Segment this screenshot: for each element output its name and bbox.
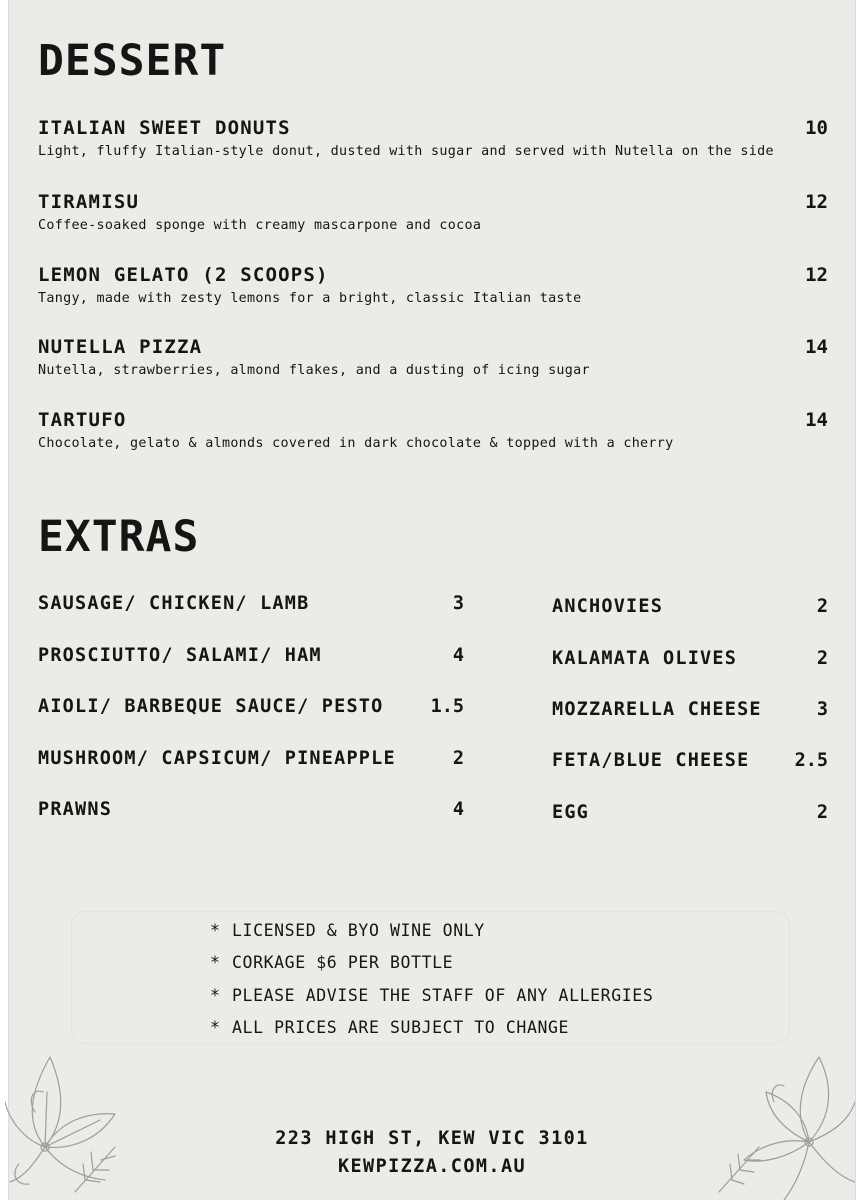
extras-item-price: 4 [452,799,464,820]
extras-item [552,748,828,774]
note-item [210,980,653,1012]
extras-item-price: 2.5 [794,750,828,771]
extras-item-name: MUSHROOM/ CAPSICUM/ PINEAPPLE [38,748,396,769]
dessert-item-name: TIRAMISU [38,191,140,213]
dessert-item-price: 10 [805,117,828,139]
extras-item-name: PRAWNS [38,799,113,820]
dessert-item-description: Nutella, strawberries, almond flakes, and a dusting of icing sugar [38,363,590,378]
extras-item-name: AIOLI/ BARBEQUE SAUCE/ PESTO [38,696,384,717]
extras-item [38,746,464,772]
dessert-heading: DESSERT [38,36,227,86]
dessert-item-price: 14 [805,409,828,431]
extras-item [552,697,828,723]
note-item [210,947,653,979]
dessert-item-description: Light, fluffy Italian-style donut, dusted with sugar and served with Nutella on the side [38,144,774,159]
dessert-item [38,408,828,453]
note-text: CORKAGE $6 PER BOTTLE [232,953,454,973]
extras-item-price: 2 [816,648,828,669]
asterisk-bullet: * [210,953,221,973]
footer-address: 223 HIGH ST, KEW VIC 3101 [275,1128,589,1149]
extras-item-price: 3 [816,699,828,720]
extras-heading: EXTRAS [38,512,200,562]
dessert-item-price: 12 [805,191,828,213]
note-text: LICENSED & BYO WINE ONLY [232,921,485,940]
extras-item [552,646,828,672]
footer-website[interactable]: KEWPIZZA.COM.AU [337,1156,527,1177]
dessert-item-description: Chocolate, gelato & almonds covered in dark chocolate & topped with a cherry [38,436,674,451]
dessert-item [38,190,828,235]
extras-item-name: PROSCIUTTO/ SALAMI/ HAM [38,645,322,666]
dessert-item [38,116,828,161]
note-item [210,915,653,947]
dessert-item-description: Coffee-soaked sponge with creamy mascarpone and cocoa [38,218,482,233]
extras-item [38,591,464,617]
extras-item-name: ANCHOVIES [552,596,664,617]
menu-page [8,0,856,1200]
extras-item-name: KALAMATA OLIVES [552,648,738,669]
extras-item-name: EGG [552,802,590,823]
extras-item [38,694,464,720]
asterisk-bullet: * [210,921,221,940]
dessert-item-name: ITALIAN SWEET DONUTS [38,117,291,139]
dessert-item-price: 14 [805,336,828,358]
extras-item-price: 3 [452,593,464,614]
extras-item-name: SAUSAGE/ CHICKEN/ LAMB [38,593,310,614]
extras-item-price: 2 [452,748,464,769]
dessert-item-price: 12 [805,264,828,286]
note-text: ALL PRICES ARE SUBJECT TO CHANGE [232,1017,570,1037]
note-text: PLEASE ADVISE THE STAFF OF ANY ALLERGIES [232,985,654,1005]
extras-item [38,797,464,823]
dessert-item-name: LEMON GELATO (2 SCOOPS) [38,264,329,286]
note-item [210,1012,653,1044]
dessert-item-name: TARTUFO [38,409,127,431]
extras-item [552,800,828,826]
asterisk-bullet: * [210,985,221,1005]
extras-item [38,643,464,669]
extras-item-name: FETA/BLUE CHEESE [552,750,750,771]
extras-item-price: 4 [452,645,464,666]
extras-item-price: 1.5 [430,696,464,717]
asterisk-bullet: * [210,1017,221,1037]
extras-item-name: MOZZARELLA CHEESE [552,699,762,720]
dessert-item-name: NUTELLA PIZZA [38,336,203,358]
dessert-item-description: Tangy, made with zesty lemons for a bright, classic Italian taste [38,291,582,306]
extras-item-price: 2 [816,802,828,823]
extras-item-price: 2 [816,596,828,617]
dessert-item [38,263,828,308]
notes-list [210,915,653,1044]
extras-item [552,594,828,620]
notes-box [71,911,790,1044]
dessert-item [38,335,828,380]
